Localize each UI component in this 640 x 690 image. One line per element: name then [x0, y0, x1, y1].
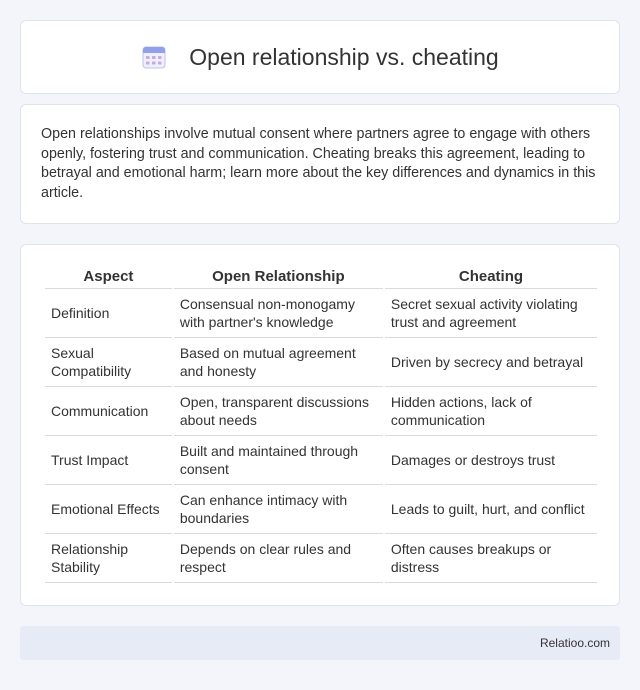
row-aspect: Relationship Stability [45, 534, 172, 583]
row-aspect: Communication [45, 387, 172, 436]
row-open-relationship: Depends on clear rules and respect [174, 534, 383, 583]
row-cheating: Often causes breakups or distress [385, 534, 597, 583]
row-open-relationship: Consensual non-monogamy with partner's knowledge [174, 289, 383, 338]
title-card [20, 20, 620, 94]
footer-brand[interactable]: Relatioo.com [539, 636, 610, 650]
header-aspect: Aspect [45, 265, 172, 289]
table-card [20, 244, 620, 606]
table-row [45, 485, 597, 534]
row-cheating: Hidden actions, lack of communication [385, 387, 597, 436]
header-open-relationship: Open Relationship [174, 265, 383, 289]
row-cheating: Driven by secrecy and betrayal [385, 338, 597, 387]
intro-text: Open relationships involve mutual consent where partners agree to engage with others openly, fostering trust and communication. Cheating breaks this agreement, leading to betrayal and emotional harm; learn more about the key differences and dynamics in this article. [41, 126, 596, 201]
row-aspect: Emotional Effects [45, 485, 172, 534]
row-cheating: Damages or destroys trust [385, 436, 597, 485]
intro-card [20, 104, 620, 224]
table-header-row [45, 265, 597, 289]
page-title: Open relationship vs. cheating [189, 43, 499, 70]
footer [20, 626, 620, 660]
row-cheating: Secret sexual activity violating trust and agreement [385, 289, 597, 338]
table-row [45, 289, 597, 338]
table-row [45, 534, 597, 583]
row-aspect: Definition [45, 289, 172, 338]
row-open-relationship: Built and maintained through consent [174, 436, 383, 485]
calendar-icon [141, 44, 167, 70]
row-open-relationship: Open, transparent discussions about needs [174, 387, 383, 436]
row-aspect: Sexual Compatibility [45, 338, 172, 387]
row-open-relationship: Can enhance intimacy with boundaries [174, 485, 383, 534]
comparison-table [43, 265, 599, 583]
table-row [45, 387, 597, 436]
table-row [45, 436, 597, 485]
header-cheating: Cheating [385, 265, 597, 289]
row-open-relationship: Based on mutual agreement and honesty [174, 338, 383, 387]
table-row [45, 338, 597, 387]
row-cheating: Leads to guilt, hurt, and conflict [385, 485, 597, 534]
row-aspect: Trust Impact [45, 436, 172, 485]
